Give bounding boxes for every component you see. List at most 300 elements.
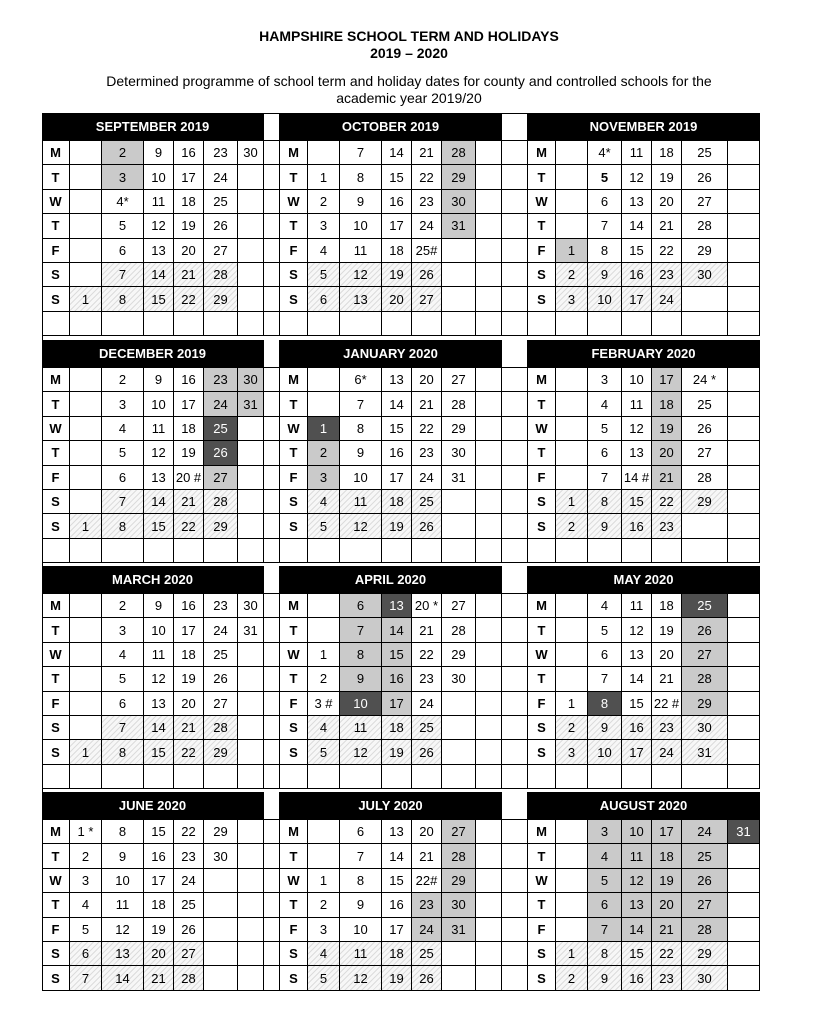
spacer-cell: [588, 312, 622, 336]
date-cell-jun: 21: [144, 966, 174, 990]
date-cell-aug: [556, 820, 588, 844]
spacer-cell: [652, 312, 682, 336]
date-cell-nov: 24: [652, 287, 682, 311]
date-cell-sep: [238, 239, 264, 263]
date-cell-feb: [728, 368, 760, 392]
date-cell-jan: 15: [382, 417, 412, 441]
date-cell-oct: 9: [340, 190, 382, 214]
separator-cell: [264, 692, 280, 716]
date-cell-aug: 2: [556, 966, 588, 990]
date-cell-jul: 29: [442, 869, 476, 893]
date-cell-jan: [476, 392, 502, 416]
date-cell-jun: [238, 844, 264, 868]
separator-cell: [264, 792, 280, 820]
date-cell-nov: [556, 214, 588, 238]
date-cell-jan: 1: [308, 417, 340, 441]
date-cell-apr: 9: [340, 667, 382, 691]
date-cell-dec: 11: [144, 417, 174, 441]
date-cell-apr: 18: [382, 716, 412, 740]
day-label-mar: M: [42, 594, 70, 618]
separator-cell: [502, 214, 528, 238]
day-label-dec: S: [42, 514, 70, 538]
date-cell-jul: 10: [340, 918, 382, 942]
day-label-jul: F: [280, 918, 308, 942]
spacer-cell: [528, 312, 556, 336]
date-cell-mar: [70, 643, 102, 667]
date-cell-feb: 5: [588, 417, 622, 441]
date-cell-sep: 20: [174, 239, 204, 263]
date-cell-dec: 6: [102, 466, 144, 490]
date-cell-jan: 23: [412, 441, 442, 465]
separator-cell: [264, 263, 280, 287]
date-cell-may: 27: [682, 643, 728, 667]
date-cell-feb: 15: [622, 490, 652, 514]
date-cell-oct: 28: [442, 141, 476, 165]
separator-cell: [502, 263, 528, 287]
date-cell-oct: 19: [382, 263, 412, 287]
day-label-feb: M: [528, 368, 556, 392]
date-cell-dec: 13: [144, 466, 174, 490]
date-cell-nov: 26: [682, 165, 728, 189]
day-label-may: M: [528, 594, 556, 618]
day-label-jul: W: [280, 869, 308, 893]
spacer-cell: [442, 539, 476, 563]
date-cell-sep: [70, 190, 102, 214]
date-cell-aug: 30: [682, 966, 728, 990]
date-cell-jul: 26: [412, 966, 442, 990]
date-cell-apr: 13: [382, 594, 412, 618]
date-cell-jul: [476, 918, 502, 942]
date-cell-jan: [476, 490, 502, 514]
date-cell-jan: 11: [340, 490, 382, 514]
date-cell-aug: 1: [556, 942, 588, 966]
day-label-nov: M: [528, 141, 556, 165]
date-cell-feb: [728, 466, 760, 490]
date-cell-jun: 22: [174, 820, 204, 844]
separator-cell: [264, 893, 280, 917]
spacer-cell: [144, 539, 174, 563]
day-label-jul: S: [280, 966, 308, 990]
separator-cell: [502, 539, 528, 563]
date-cell-jan: 18: [382, 490, 412, 514]
document-title: [0, 28, 818, 62]
separator-cell: [502, 165, 528, 189]
date-cell-may: [556, 667, 588, 691]
date-cell-may: 9: [588, 716, 622, 740]
date-cell-nov: [728, 239, 760, 263]
date-cell-may: [728, 618, 760, 642]
date-cell-sep: [70, 214, 102, 238]
day-label-mar: S: [42, 716, 70, 740]
spacer-cell: [204, 765, 238, 789]
separator-cell: [502, 392, 528, 416]
date-cell-apr: 14: [382, 618, 412, 642]
date-cell-aug: 5: [588, 869, 622, 893]
date-cell-oct: 29: [442, 165, 476, 189]
date-cell-jun: 9: [102, 844, 144, 868]
spacer-cell: [682, 765, 728, 789]
date-cell-jul: 27: [442, 820, 476, 844]
spacer-cell: [652, 539, 682, 563]
date-cell-jun: 7: [70, 966, 102, 990]
day-label-jan: W: [280, 417, 308, 441]
date-cell-may: 13: [622, 643, 652, 667]
day-label-oct: T: [280, 214, 308, 238]
date-cell-aug: 18: [652, 844, 682, 868]
separator-cell: [264, 566, 280, 594]
date-cell-oct: 14: [382, 141, 412, 165]
separator-cell: [264, 539, 280, 563]
date-cell-aug: 12: [622, 869, 652, 893]
spacer-cell: [682, 539, 728, 563]
spacer-cell: [340, 312, 382, 336]
separator-cell: [502, 792, 528, 820]
date-cell-may: 3: [556, 740, 588, 764]
date-cell-sep: 14: [144, 263, 174, 287]
date-cell-sep: 18: [174, 190, 204, 214]
date-cell-may: 2: [556, 716, 588, 740]
date-cell-apr: 7: [340, 618, 382, 642]
spacer-cell: [174, 765, 204, 789]
date-cell-may: 5: [588, 618, 622, 642]
date-cell-aug: 20: [652, 893, 682, 917]
date-cell-nov: 20: [652, 190, 682, 214]
day-label-feb: S: [528, 490, 556, 514]
spacer-cell: [308, 765, 340, 789]
date-cell-apr: 23: [412, 667, 442, 691]
date-cell-jul: 30: [442, 893, 476, 917]
day-label-jul: M: [280, 820, 308, 844]
date-cell-jan: 20: [412, 368, 442, 392]
date-cell-sep: 17: [174, 165, 204, 189]
date-cell-feb: 25: [682, 392, 728, 416]
date-cell-apr: 1: [308, 643, 340, 667]
date-cell-jun: [204, 869, 238, 893]
date-cell-jan: 8: [340, 417, 382, 441]
date-cell-oct: 31: [442, 214, 476, 238]
date-cell-may: [556, 594, 588, 618]
spacer-cell: [340, 765, 382, 789]
spacer-cell: [442, 312, 476, 336]
date-cell-aug: [728, 869, 760, 893]
day-label-may: F: [528, 692, 556, 716]
separator-cell: [264, 165, 280, 189]
date-cell-jul: 12: [340, 966, 382, 990]
day-label-jun: T: [42, 893, 70, 917]
spacer-cell: [308, 539, 340, 563]
date-cell-may: 31: [682, 740, 728, 764]
date-cell-oct: [476, 214, 502, 238]
date-cell-mar: 23: [204, 594, 238, 618]
date-cell-jul: [476, 869, 502, 893]
date-cell-oct: 13: [340, 287, 382, 311]
day-label-may: W: [528, 643, 556, 667]
date-cell-feb: 28: [682, 466, 728, 490]
date-cell-may: 4: [588, 594, 622, 618]
date-cell-feb: 14 #: [622, 466, 652, 490]
spacer-cell: [528, 539, 556, 563]
date-cell-jun: 25: [174, 893, 204, 917]
date-cell-jan: 31: [442, 466, 476, 490]
term-calendar-grid: [42, 113, 760, 990]
day-label-aug: S: [528, 942, 556, 966]
spacer-cell: [144, 765, 174, 789]
date-cell-jan: 12: [340, 514, 382, 538]
date-cell-aug: 29: [682, 942, 728, 966]
month-title-feb: FEBRUARY 2020: [528, 340, 760, 368]
date-cell-mar: 15: [144, 740, 174, 764]
day-label-oct: S: [280, 287, 308, 311]
date-cell-apr: 24: [412, 692, 442, 716]
date-cell-apr: [308, 594, 340, 618]
date-cell-jul: [476, 942, 502, 966]
date-cell-mar: 27: [204, 692, 238, 716]
date-cell-aug: 16: [622, 966, 652, 990]
date-cell-apr: [476, 643, 502, 667]
date-cell-dec: 16: [174, 368, 204, 392]
date-cell-aug: 4: [588, 844, 622, 868]
date-cell-feb: [556, 417, 588, 441]
date-cell-aug: 27: [682, 893, 728, 917]
spacer-cell: [174, 539, 204, 563]
date-cell-mar: 10: [144, 618, 174, 642]
date-cell-nov: 12: [622, 165, 652, 189]
date-cell-apr: [476, 618, 502, 642]
month-title-dec: DECEMBER 2019: [42, 340, 264, 368]
month-title-sep: SEPTEMBER 2019: [42, 113, 264, 141]
date-cell-aug: 15: [622, 942, 652, 966]
date-cell-oct: 25#: [412, 239, 442, 263]
date-cell-jul: [308, 844, 340, 868]
date-cell-mar: [238, 643, 264, 667]
date-cell-feb: 13: [622, 441, 652, 465]
date-cell-jun: 2: [70, 844, 102, 868]
date-cell-oct: [476, 263, 502, 287]
date-cell-mar: 26: [204, 667, 238, 691]
date-cell-dec: 2: [102, 368, 144, 392]
day-label-sep: F: [42, 239, 70, 263]
date-cell-apr: 12: [340, 740, 382, 764]
date-cell-sep: [238, 190, 264, 214]
date-cell-feb: 7: [588, 466, 622, 490]
date-cell-jan: 14: [382, 392, 412, 416]
separator-cell: [502, 918, 528, 942]
date-cell-aug: 24: [682, 820, 728, 844]
date-cell-jul: 16: [382, 893, 412, 917]
day-label-jun: W: [42, 869, 70, 893]
day-label-feb: S: [528, 514, 556, 538]
date-cell-oct: [442, 263, 476, 287]
day-label-apr: S: [280, 740, 308, 764]
date-cell-jul: 2: [308, 893, 340, 917]
date-cell-may: 7: [588, 667, 622, 691]
day-label-may: S: [528, 716, 556, 740]
date-cell-jun: [204, 966, 238, 990]
date-cell-feb: [556, 392, 588, 416]
date-cell-dec: [70, 392, 102, 416]
date-cell-apr: 21: [412, 618, 442, 642]
date-cell-sep: 3: [102, 165, 144, 189]
date-cell-jun: 10: [102, 869, 144, 893]
date-cell-feb: 6: [588, 441, 622, 465]
day-label-feb: T: [528, 441, 556, 465]
separator-cell: [502, 692, 528, 716]
day-label-aug: F: [528, 918, 556, 942]
date-cell-jan: [476, 417, 502, 441]
date-cell-may: [556, 618, 588, 642]
date-cell-apr: 16: [382, 667, 412, 691]
day-label-jan: M: [280, 368, 308, 392]
date-cell-apr: 4: [308, 716, 340, 740]
date-cell-jun: 13: [102, 942, 144, 966]
date-cell-sep: 7: [102, 263, 144, 287]
date-cell-may: 17: [622, 740, 652, 764]
date-cell-dec: 30: [238, 368, 264, 392]
day-label-jan: F: [280, 466, 308, 490]
date-cell-aug: [728, 844, 760, 868]
date-cell-nov: 9: [588, 263, 622, 287]
date-cell-nov: 15: [622, 239, 652, 263]
date-cell-feb: 4: [588, 392, 622, 416]
day-label-mar: T: [42, 667, 70, 691]
date-cell-dec: [238, 441, 264, 465]
separator-cell: [502, 441, 528, 465]
date-cell-jun: 23: [174, 844, 204, 868]
date-cell-jul: 6: [340, 820, 382, 844]
day-label-nov: F: [528, 239, 556, 263]
separator-cell: [264, 466, 280, 490]
date-cell-jan: 27: [442, 368, 476, 392]
spacer-cell: [382, 539, 412, 563]
date-cell-nov: 2: [556, 263, 588, 287]
date-cell-may: [728, 594, 760, 618]
separator-cell: [502, 740, 528, 764]
date-cell-jul: 8: [340, 869, 382, 893]
spacer-cell: [102, 765, 144, 789]
separator-cell: [502, 966, 528, 990]
date-cell-jan: 22: [412, 417, 442, 441]
date-cell-mar: [70, 618, 102, 642]
date-cell-sep: 9: [144, 141, 174, 165]
date-cell-dec: 28: [204, 490, 238, 514]
date-cell-mar: 3: [102, 618, 144, 642]
date-cell-mar: 19: [174, 667, 204, 691]
document-subtitle: [0, 73, 818, 107]
date-cell-dec: [238, 466, 264, 490]
date-cell-dec: 12: [144, 441, 174, 465]
spacer-cell: [308, 312, 340, 336]
date-cell-nov: 23: [652, 263, 682, 287]
separator-cell: [264, 942, 280, 966]
date-cell-nov: 25: [682, 141, 728, 165]
month-title-jul: JULY 2020: [280, 792, 502, 820]
date-cell-mar: [238, 716, 264, 740]
separator-cell: [502, 312, 528, 336]
spacer-cell: [70, 539, 102, 563]
day-label-dec: T: [42, 441, 70, 465]
date-cell-nov: 5: [588, 165, 622, 189]
date-cell-jul: 13: [382, 820, 412, 844]
date-cell-dec: [70, 441, 102, 465]
date-cell-apr: [476, 692, 502, 716]
spacer-cell: [556, 312, 588, 336]
date-cell-sep: 11: [144, 190, 174, 214]
spacer-cell: [622, 312, 652, 336]
date-cell-jun: 28: [174, 966, 204, 990]
date-cell-jan: 21: [412, 392, 442, 416]
day-label-aug: W: [528, 869, 556, 893]
date-cell-jan: 2: [308, 441, 340, 465]
spacer-cell: [340, 539, 382, 563]
date-cell-sep: 24: [204, 165, 238, 189]
month-title-jun: JUNE 2020: [42, 792, 264, 820]
date-cell-may: 20: [652, 643, 682, 667]
separator-cell: [264, 239, 280, 263]
date-cell-feb: [728, 417, 760, 441]
date-cell-nov: [728, 141, 760, 165]
date-cell-oct: [442, 287, 476, 311]
date-cell-sep: 28: [204, 263, 238, 287]
month-title-mar: MARCH 2020: [42, 566, 264, 594]
separator-cell: [264, 441, 280, 465]
date-cell-jul: [442, 942, 476, 966]
date-cell-apr: 10: [340, 692, 382, 716]
spacer-cell: [412, 765, 442, 789]
date-cell-jul: [476, 966, 502, 990]
date-cell-nov: 1: [556, 239, 588, 263]
date-cell-jan: 3: [308, 466, 340, 490]
date-cell-apr: 8: [340, 643, 382, 667]
date-cell-may: [728, 716, 760, 740]
separator-cell: [502, 190, 528, 214]
separator-cell: [264, 392, 280, 416]
date-cell-dec: 26: [204, 441, 238, 465]
date-cell-mar: [70, 692, 102, 716]
spacer-cell: [622, 539, 652, 563]
separator-cell: [264, 417, 280, 441]
date-cell-apr: [442, 740, 476, 764]
date-cell-jul: 20: [412, 820, 442, 844]
date-cell-jan: 7: [340, 392, 382, 416]
date-cell-jun: 15: [144, 820, 174, 844]
date-cell-aug: 3: [588, 820, 622, 844]
separator-cell: [264, 869, 280, 893]
date-cell-aug: [728, 918, 760, 942]
date-cell-mar: 9: [144, 594, 174, 618]
date-cell-apr: 20 *: [412, 594, 442, 618]
date-cell-dec: 17: [174, 392, 204, 416]
date-cell-dec: 29: [204, 514, 238, 538]
date-cell-dec: 18: [174, 417, 204, 441]
date-cell-jul: 11: [340, 942, 382, 966]
day-label-sep: M: [42, 141, 70, 165]
date-cell-dec: 25: [204, 417, 238, 441]
spacer-cell: [412, 539, 442, 563]
date-cell-jan: 29: [442, 417, 476, 441]
date-cell-oct: 11: [340, 239, 382, 263]
day-label-jan: S: [280, 490, 308, 514]
date-cell-mar: 6: [102, 692, 144, 716]
date-cell-nov: 7: [588, 214, 622, 238]
date-cell-dec: 9: [144, 368, 174, 392]
date-cell-jun: [204, 942, 238, 966]
day-label-mar: F: [42, 692, 70, 716]
date-cell-aug: 11: [622, 844, 652, 868]
separator-cell: [502, 113, 528, 141]
date-cell-oct: [476, 287, 502, 311]
day-label-feb: F: [528, 466, 556, 490]
date-cell-feb: 12: [622, 417, 652, 441]
